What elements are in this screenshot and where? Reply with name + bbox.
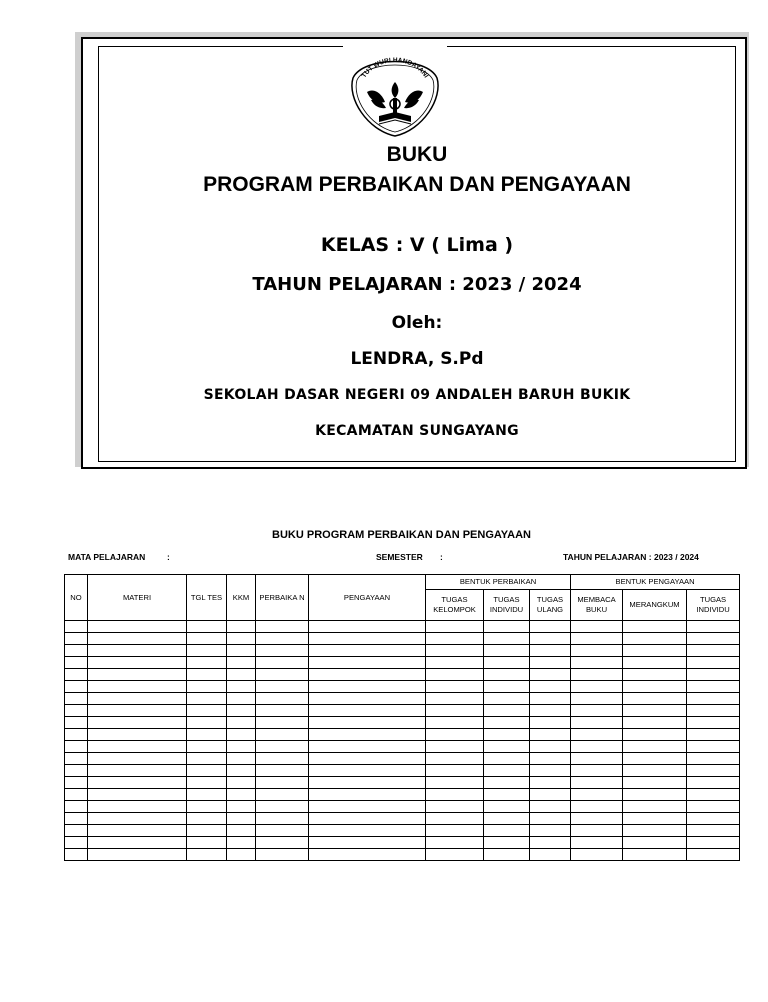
table-cell	[687, 621, 740, 633]
table-cell	[88, 729, 187, 741]
table-cell	[256, 633, 309, 645]
table-cell	[227, 837, 256, 849]
table-cell	[187, 669, 227, 681]
table-cell	[426, 621, 484, 633]
table-cell	[623, 741, 687, 753]
table-cell	[256, 801, 309, 813]
table-cell	[65, 621, 88, 633]
table-cell	[88, 777, 187, 789]
table-row	[65, 741, 740, 753]
table-cell	[426, 789, 484, 801]
table-cell	[530, 669, 571, 681]
table-cell	[187, 825, 227, 837]
sub-tugas-kelompok: TUGAS KELOMPOK	[426, 590, 484, 621]
table-cell	[623, 717, 687, 729]
table-row	[65, 633, 740, 645]
table-cell	[530, 741, 571, 753]
table-cell	[256, 717, 309, 729]
table-cell	[65, 849, 88, 861]
table-cell	[484, 765, 530, 777]
table-cell	[227, 729, 256, 741]
table-cell	[309, 837, 426, 849]
table-cell	[571, 729, 623, 741]
table-cell	[65, 777, 88, 789]
table-cell	[426, 645, 484, 657]
table-cell	[571, 681, 623, 693]
table-cell	[88, 753, 187, 765]
table-cell	[530, 813, 571, 825]
table-cell	[530, 633, 571, 645]
table-cell	[65, 837, 88, 849]
table-row	[65, 849, 740, 861]
table-cell	[65, 633, 88, 645]
table-cell	[187, 777, 227, 789]
table-cell	[88, 801, 187, 813]
table-cell	[187, 633, 227, 645]
table-cell	[623, 837, 687, 849]
table-cell	[530, 681, 571, 693]
table-cell	[687, 717, 740, 729]
table-cell	[530, 657, 571, 669]
group-bentuk-perbaikan: BENTUK PERBAIKAN	[426, 575, 571, 590]
table-cell	[687, 825, 740, 837]
table-row	[65, 765, 740, 777]
table-cell	[571, 717, 623, 729]
table-row	[65, 753, 740, 765]
table-cell	[65, 717, 88, 729]
table-cell	[187, 645, 227, 657]
table-cell	[530, 777, 571, 789]
table-cell	[426, 717, 484, 729]
table-cell	[571, 753, 623, 765]
table-cell	[571, 633, 623, 645]
cover-school: SEKOLAH DASAR NEGERI 09 ANDALEH BARUH BUKIK	[203, 387, 631, 403]
table-cell	[687, 765, 740, 777]
table-cell	[687, 837, 740, 849]
table-cell	[623, 633, 687, 645]
table-cell	[256, 753, 309, 765]
table-cell	[687, 741, 740, 753]
table-cell	[65, 741, 88, 753]
table-cell	[227, 669, 256, 681]
table-cell	[426, 765, 484, 777]
table-cell	[571, 669, 623, 681]
table-cell	[309, 681, 426, 693]
table-cell	[687, 645, 740, 657]
table-cell	[530, 825, 571, 837]
table-cell	[309, 705, 426, 717]
table-cell	[484, 681, 530, 693]
table-cell	[426, 729, 484, 741]
table-cell	[187, 837, 227, 849]
table-cell	[227, 753, 256, 765]
table-cell	[256, 813, 309, 825]
col-kkm: KKM	[227, 575, 256, 621]
table-cell	[309, 633, 426, 645]
table-cell	[687, 753, 740, 765]
table-cell	[426, 693, 484, 705]
table-cell	[256, 765, 309, 777]
table-cell	[187, 621, 227, 633]
table-cell	[687, 705, 740, 717]
table-row	[65, 729, 740, 741]
table-cell	[227, 717, 256, 729]
table-cell	[187, 849, 227, 861]
table-cell	[484, 849, 530, 861]
table-row	[65, 693, 740, 705]
table-cell	[88, 621, 187, 633]
table-cell	[623, 849, 687, 861]
sub-tugas-individu: TUGAS INDIVIDU	[484, 590, 530, 621]
table-cell	[65, 765, 88, 777]
cover-title: BUKU	[386, 143, 448, 166]
table-cell	[88, 741, 187, 753]
table-cell	[426, 837, 484, 849]
table-cell	[187, 741, 227, 753]
table-cell	[88, 669, 187, 681]
table-cell	[65, 729, 88, 741]
table-cell	[687, 849, 740, 861]
table-cell	[484, 801, 530, 813]
table-row	[65, 717, 740, 729]
col-perbaikan: PERBAIKA N	[256, 575, 309, 621]
table-cell	[65, 681, 88, 693]
table-cell	[88, 681, 187, 693]
tut-wuri-handayani-logo-icon	[343, 48, 447, 140]
table-cell	[187, 753, 227, 765]
table-cell	[530, 645, 571, 657]
table-row	[65, 621, 740, 633]
table-cell	[88, 813, 187, 825]
table-cell	[187, 681, 227, 693]
table-cell	[187, 813, 227, 825]
table-cell	[227, 801, 256, 813]
table-cell	[227, 693, 256, 705]
table-cell	[309, 789, 426, 801]
table-cell	[227, 825, 256, 837]
emblem-text: TUT WURI HANDAYANI	[360, 56, 430, 80]
table-cell	[484, 669, 530, 681]
table-cell	[687, 729, 740, 741]
table-body	[65, 621, 740, 861]
table-cell	[623, 813, 687, 825]
table-cell	[623, 801, 687, 813]
table-cell	[227, 765, 256, 777]
table-cell	[623, 693, 687, 705]
col-no: NO	[65, 575, 88, 621]
table-cell	[623, 645, 687, 657]
table-cell	[530, 801, 571, 813]
table-cell	[571, 621, 623, 633]
table-cell	[187, 729, 227, 741]
table-cell	[88, 825, 187, 837]
table-cell	[426, 813, 484, 825]
table-row	[65, 813, 740, 825]
table-cell	[88, 837, 187, 849]
table-cell	[484, 825, 530, 837]
col-pengayaan: PENGAYAAN	[309, 575, 426, 621]
program-table	[64, 574, 740, 861]
table-cell	[227, 813, 256, 825]
table-row	[65, 657, 740, 669]
table-cell	[571, 837, 623, 849]
table-cell	[187, 693, 227, 705]
table-cell	[623, 621, 687, 633]
table-cell	[256, 837, 309, 849]
table-cell	[65, 825, 88, 837]
table-cell	[571, 813, 623, 825]
table-row	[65, 825, 740, 837]
table-cell	[530, 729, 571, 741]
table-cell	[426, 657, 484, 669]
table-cell	[227, 657, 256, 669]
table-cell	[623, 825, 687, 837]
table-row	[65, 645, 740, 657]
table-cell	[530, 765, 571, 777]
table-cell	[571, 645, 623, 657]
table-row	[65, 789, 740, 801]
mapel-colon: :	[167, 552, 170, 562]
table-cell	[484, 777, 530, 789]
table-cell	[571, 849, 623, 861]
sub-merangkum: MERANGKUM	[623, 590, 687, 621]
table-cell	[309, 813, 426, 825]
table-cell	[227, 621, 256, 633]
table-cell	[187, 705, 227, 717]
table-cell	[256, 705, 309, 717]
table-cell	[65, 753, 88, 765]
table-cell	[530, 693, 571, 705]
sub-tugas-individu-2: TUGAS INDIVIDU	[687, 590, 740, 621]
table-cell	[65, 801, 88, 813]
table-cell	[623, 777, 687, 789]
table-cell	[65, 669, 88, 681]
table-row	[65, 801, 740, 813]
table-cell	[227, 681, 256, 693]
table-cell	[530, 849, 571, 861]
table-cell	[227, 849, 256, 861]
table-cell	[623, 657, 687, 669]
table-cell	[484, 717, 530, 729]
table-cell	[426, 849, 484, 861]
table-cell	[256, 681, 309, 693]
table-cell	[227, 741, 256, 753]
table-cell	[256, 825, 309, 837]
doc-title: BUKU PROGRAM PERBAIKAN DAN PENGAYAAN	[272, 529, 531, 541]
table-cell	[426, 825, 484, 837]
table-cell	[484, 729, 530, 741]
table-row	[65, 837, 740, 849]
table-cell	[65, 645, 88, 657]
table-cell	[309, 825, 426, 837]
table-cell	[623, 669, 687, 681]
table-cell	[187, 717, 227, 729]
table-row	[65, 705, 740, 717]
table-cell	[88, 693, 187, 705]
semester-colon: :	[440, 552, 443, 562]
table-cell	[484, 741, 530, 753]
group-bentuk-pengayaan: BENTUK PENGAYAAN	[571, 575, 740, 590]
mapel-label: MATA PELAJARAN	[68, 552, 146, 562]
table-cell	[426, 801, 484, 813]
semester-label: SEMESTER	[376, 552, 423, 562]
table-cell	[187, 789, 227, 801]
table-cell	[309, 777, 426, 789]
table-cell	[65, 813, 88, 825]
table-cell	[88, 705, 187, 717]
table-cell	[687, 669, 740, 681]
table-cell	[309, 669, 426, 681]
table-cell	[227, 645, 256, 657]
table-cell	[309, 741, 426, 753]
table-cell	[256, 621, 309, 633]
cover-subtitle: PROGRAM PERBAIKAN DAN PENGAYAAN	[203, 173, 631, 196]
table-cell	[623, 789, 687, 801]
table-cell	[484, 645, 530, 657]
table-cell	[530, 789, 571, 801]
table-cell	[426, 705, 484, 717]
table-cell	[484, 657, 530, 669]
table-cell	[88, 717, 187, 729]
table-cell	[426, 777, 484, 789]
table-cell	[484, 837, 530, 849]
cover-district: KECAMATAN SUNGAYANG	[315, 423, 519, 439]
table-cell	[623, 765, 687, 777]
table-cell	[227, 777, 256, 789]
cover-kelas: KELAS : V ( Lima )	[320, 234, 514, 256]
table-cell	[88, 849, 187, 861]
table-cell	[88, 789, 187, 801]
table-cell	[571, 657, 623, 669]
table-cell	[484, 789, 530, 801]
table-cell	[426, 633, 484, 645]
table-row	[65, 681, 740, 693]
table-cell	[256, 645, 309, 657]
table-cell	[187, 657, 227, 669]
table-cell	[530, 837, 571, 849]
table-cell	[530, 621, 571, 633]
table-cell	[426, 753, 484, 765]
table-cell	[571, 705, 623, 717]
table-cell	[687, 681, 740, 693]
table-cell	[256, 777, 309, 789]
table-cell	[256, 657, 309, 669]
table-cell	[623, 729, 687, 741]
table-cell	[484, 633, 530, 645]
table-cell	[88, 645, 187, 657]
table-cell	[530, 705, 571, 717]
table-row	[65, 777, 740, 789]
table-cell	[484, 813, 530, 825]
table-cell	[484, 621, 530, 633]
table-cell	[309, 765, 426, 777]
table-cell	[256, 693, 309, 705]
table-cell	[309, 645, 426, 657]
table-cell	[484, 753, 530, 765]
table-cell	[227, 633, 256, 645]
cover-oleh: Oleh:	[391, 313, 443, 333]
table-cell	[309, 753, 426, 765]
table-cell	[571, 801, 623, 813]
table-cell	[65, 693, 88, 705]
table-cell	[426, 669, 484, 681]
table-cell	[571, 825, 623, 837]
table-cell	[687, 777, 740, 789]
table-cell	[484, 705, 530, 717]
table-cell	[309, 657, 426, 669]
table-cell	[88, 633, 187, 645]
table-cell	[426, 741, 484, 753]
table-cell	[623, 753, 687, 765]
tahun-label: TAHUN PELAJARAN : 2023 / 2024	[563, 552, 699, 562]
table-cell	[623, 705, 687, 717]
table-cell	[187, 801, 227, 813]
table-cell	[571, 741, 623, 753]
cover-author: LENDRA, S.Pd	[350, 349, 484, 369]
table-cell	[309, 693, 426, 705]
table-cell	[256, 669, 309, 681]
table-cell	[426, 681, 484, 693]
table-cell	[623, 681, 687, 693]
col-tgl-tes: TGL TES	[187, 575, 227, 621]
table-cell	[687, 657, 740, 669]
cover-tahun: TAHUN PELAJARAN : 2023 / 2024	[252, 274, 582, 295]
table-cell	[309, 849, 426, 861]
table-row	[65, 669, 740, 681]
table-cell	[65, 657, 88, 669]
table-cell	[227, 705, 256, 717]
table-cell	[88, 765, 187, 777]
table-cell	[65, 705, 88, 717]
table-cell	[484, 693, 530, 705]
table-cell	[256, 729, 309, 741]
table-cell	[687, 813, 740, 825]
table-cell	[571, 789, 623, 801]
table-cell	[571, 765, 623, 777]
table-cell	[309, 801, 426, 813]
table-cell	[530, 717, 571, 729]
table-cell	[687, 801, 740, 813]
table-cell	[687, 789, 740, 801]
table-cell	[687, 633, 740, 645]
sub-membaca-buku: MEMBACA BUKU	[571, 590, 623, 621]
table-cell	[187, 765, 227, 777]
table-cell	[65, 789, 88, 801]
table-cell	[571, 777, 623, 789]
table-cell	[309, 717, 426, 729]
table-cell	[530, 753, 571, 765]
table-cell	[309, 729, 426, 741]
col-materi: MATERI	[88, 575, 187, 621]
table-cell	[256, 789, 309, 801]
table-cell	[256, 849, 309, 861]
table-cell	[687, 693, 740, 705]
table-cell	[256, 741, 309, 753]
table-cell	[227, 789, 256, 801]
table-cell	[309, 621, 426, 633]
table-cell	[571, 693, 623, 705]
table-cell	[88, 657, 187, 669]
sub-tugas-ulang: TUGAS ULANG	[530, 590, 571, 621]
